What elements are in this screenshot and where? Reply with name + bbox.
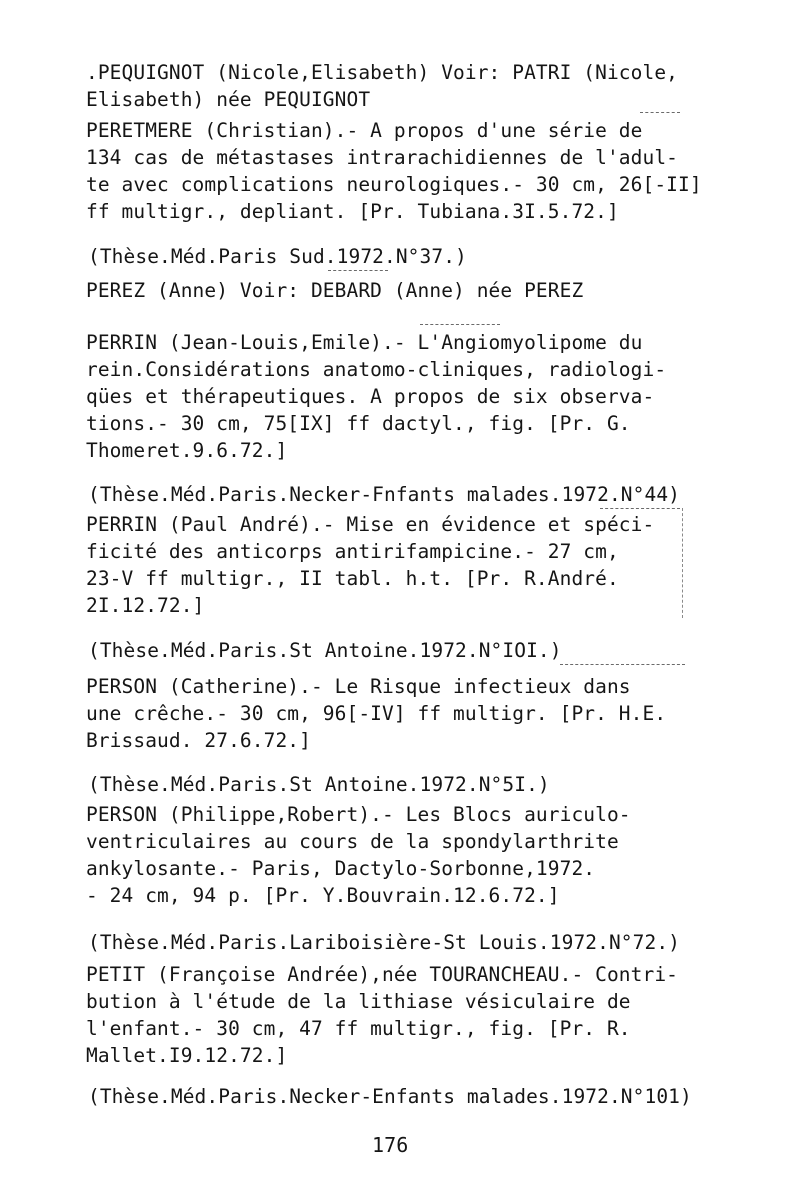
- entry-line: ficité des anticorps antirifampicine.- 27 cm,: [86, 540, 619, 563]
- entry-line: ventriculaires au cours de la spondylarthrite: [86, 830, 619, 853]
- entry-line: tions.- 30 cm, 75[IX] ff dactyl., fig. [Pr. G.: [86, 412, 631, 435]
- catalog-entry-perrin-jean-louis: [86, 330, 736, 465]
- entry-line: Mallet.I9.12.72.]: [86, 1044, 288, 1067]
- entry-line: Thomeret.9.6.72.]: [86, 439, 288, 462]
- entry-line: - 24 cm, 94 p. [Pr. Y.Bouvrain.12.6.72.]: [86, 884, 560, 907]
- thesis-note: (Thèse.Méd.Paris.St Antoine.1972.N°5I.): [88, 773, 550, 796]
- divider-rule: [560, 664, 685, 665]
- entry-line: PERSON (Catherine).- Le Risque infectieux dans: [86, 675, 631, 698]
- page-number: 176: [372, 1133, 409, 1157]
- divider-rule: [328, 270, 388, 271]
- entry-line: bution à l'étude de la lithiase vésiculaire de: [86, 990, 631, 1013]
- catalog-entry-petit: [86, 962, 736, 1070]
- entry-line: PETIT (Françoise Andrée),née TOURANCHEAU.- Contri-: [86, 963, 678, 986]
- catalog-entry-perez: [86, 278, 736, 305]
- catalog-entry-person-catherine: [86, 674, 736, 755]
- thesis-note: (Thèse.Méd.Paris.Necker-Enfants malades.1972.N°101): [88, 1085, 692, 1108]
- entry-line: .PEQUIGNOT (Nicole,Elisabeth) Voir: PATRI (Nicole,: [86, 61, 678, 84]
- thesis-note: (Thèse.Méd.Paris.Lariboisière-St Louis.1972.N°72.): [88, 931, 680, 954]
- divider-rule: [600, 508, 680, 509]
- entry-line: PEREZ (Anne) Voir: DEBARD (Anne) née PEREZ: [86, 279, 584, 302]
- entry-line: 134 cas de métastases intrarachidiennes de l'adul-: [86, 146, 678, 169]
- thesis-note: (Thèse.Méd.Paris.St Antoine.1972.N°IOI.): [88, 639, 562, 662]
- entry-line: PERRIN (Paul André).- Mise en évidence et spéci-: [86, 513, 655, 536]
- entry-line: Elisabeth) née PEQUIGNOT: [86, 88, 371, 111]
- thesis-note: (Thèse.Méd.Paris Sud.1972.N°37.): [88, 245, 467, 268]
- catalog-entry-pequignot: [86, 60, 736, 114]
- entry-line: 23-V ff multigr., II tabl. h.t. [Pr. R.André.: [86, 567, 619, 590]
- entry-line: une crêche.- 30 cm, 96[-IV] ff multigr. [Pr. H.E.: [86, 702, 667, 725]
- catalog-entry-peretmere: [86, 118, 736, 226]
- entry-line: PERETMERE (Christian).- A propos d'une série de: [86, 119, 643, 142]
- entry-line: rein.Considérations anatomo-cliniques, radiologi-: [86, 358, 667, 381]
- entry-line: 2I.12.72.]: [86, 594, 205, 617]
- entry-line: ff multigr., depliant. [Pr. Tubiana.3I.5.72.]: [86, 200, 619, 223]
- catalog-entry-perrin-paul: [86, 512, 736, 620]
- divider-rule: [640, 112, 680, 113]
- entry-line: PERSON (Philippe,Robert).- Les Blocs auriculo-: [86, 803, 631, 826]
- entry-line: ankylosante.- Paris, Dactylo-Sorbonne,1972.: [86, 857, 596, 880]
- thesis-note: (Thèse.Méd.Paris.Necker-Fnfants malades.1972.N°44): [88, 483, 680, 506]
- entry-line: qües et thérapeutiques. A propos de six observa-: [86, 385, 655, 408]
- entry-line: te avec complications neurologiques.- 30 cm, 26[-II]: [86, 173, 702, 196]
- entry-line: l'enfant.- 30 cm, 47 ff multigr., fig. [Pr. R.: [86, 1017, 631, 1040]
- entry-line: Brissaud. 27.6.72.]: [86, 729, 311, 752]
- divider-rule: [420, 324, 500, 325]
- catalog-entry-person-philippe: [86, 802, 736, 910]
- entry-line: PERRIN (Jean-Louis,Emile).- L'Angiomyolipome du: [86, 331, 643, 354]
